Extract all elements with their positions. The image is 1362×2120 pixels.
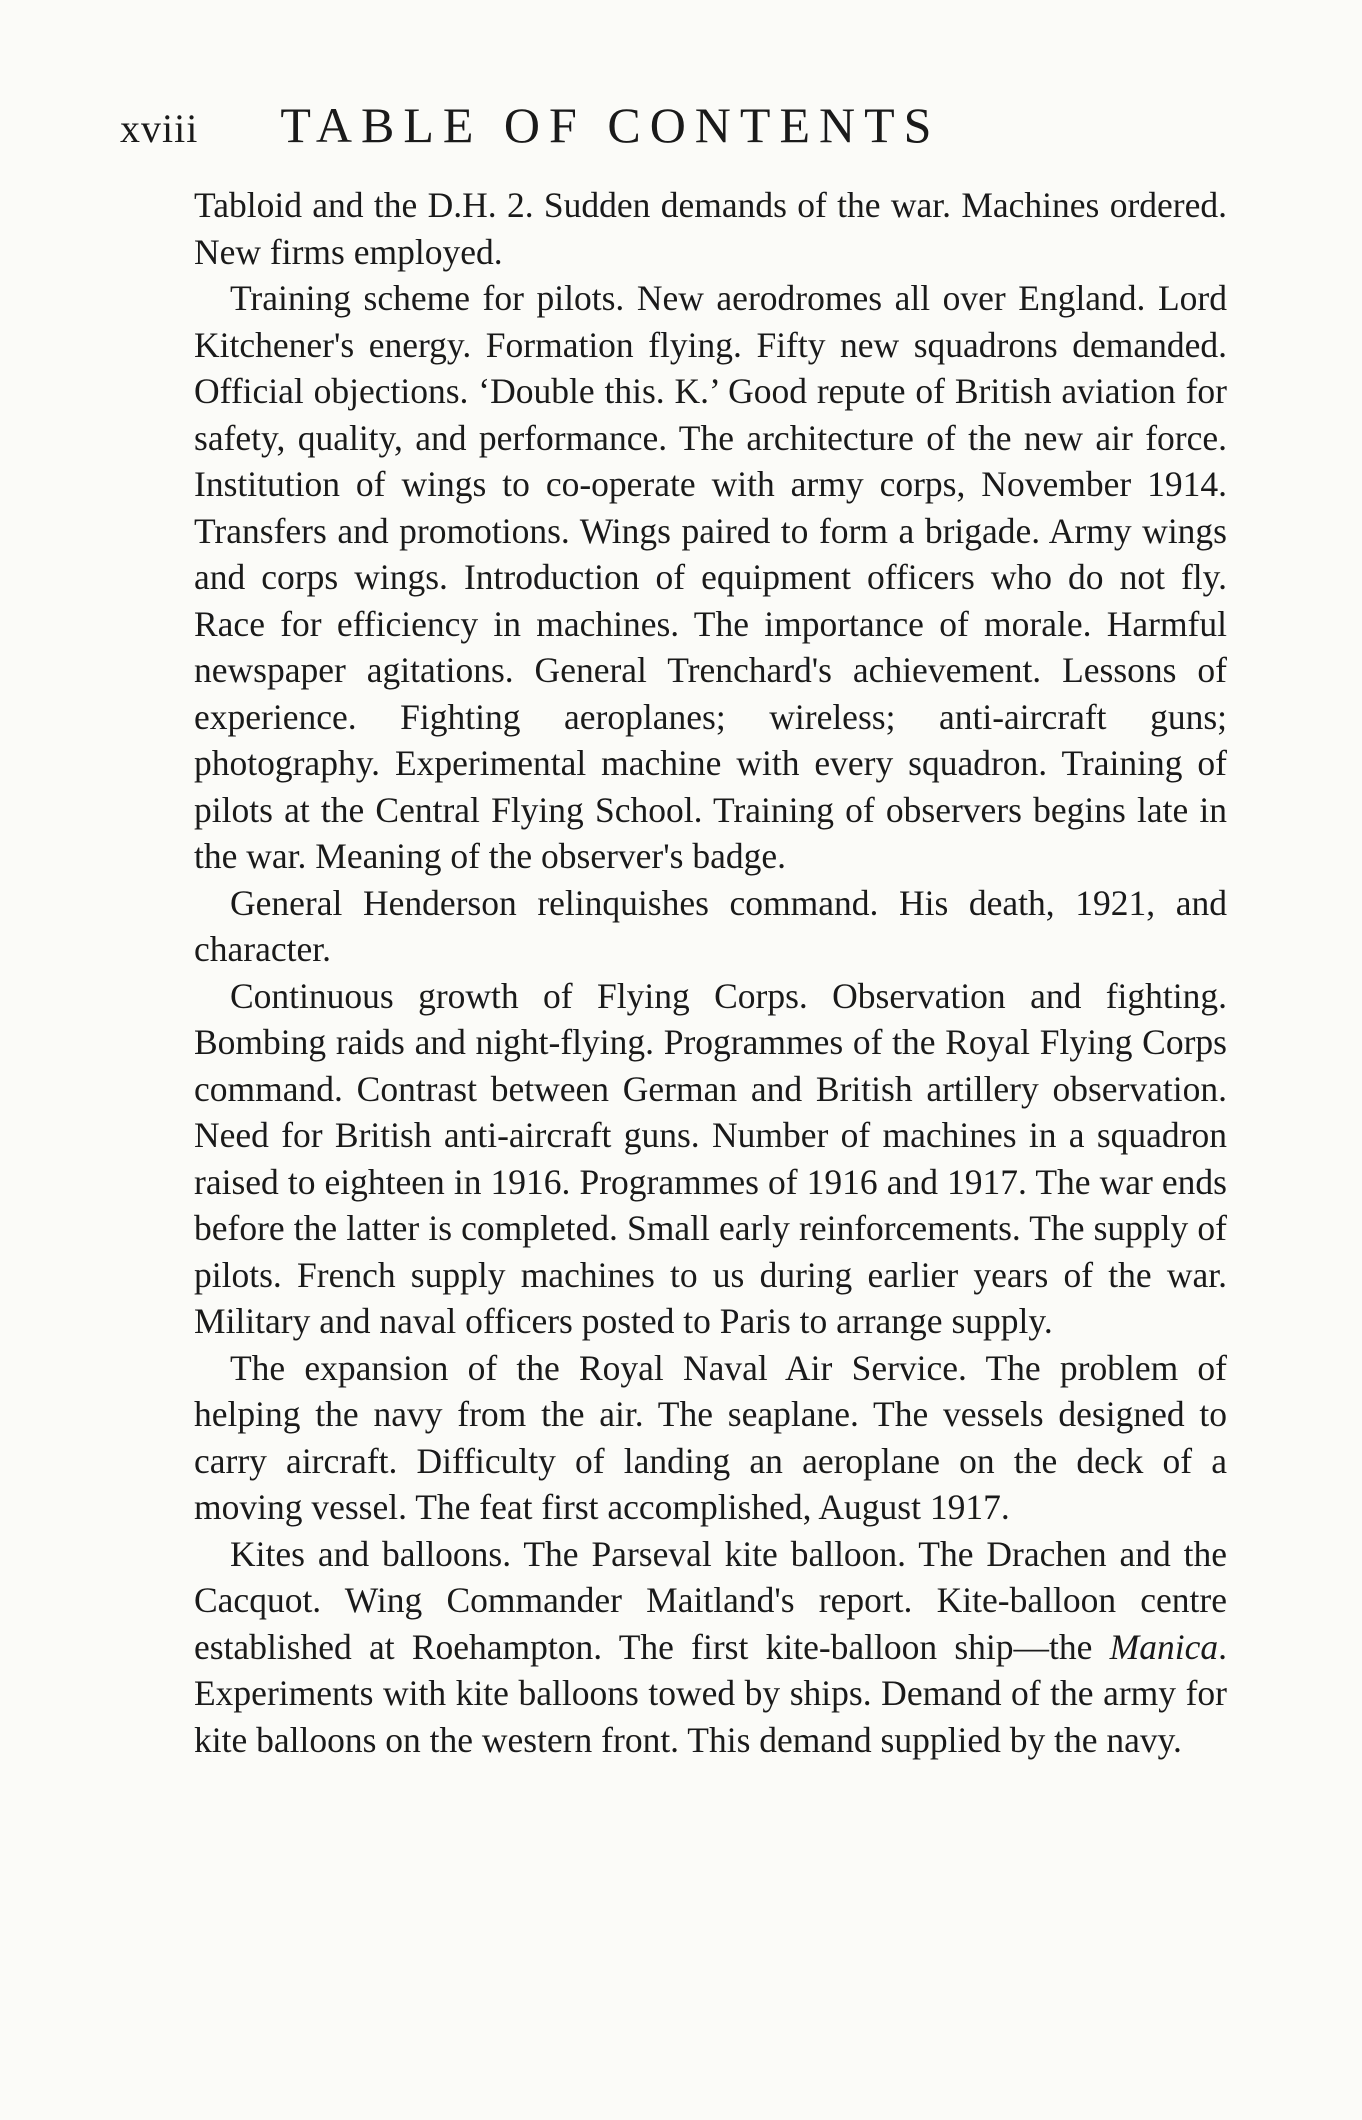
page-number: xviii <box>120 106 199 151</box>
paragraph-growth: Continuous growth of Flying Corps. Observation and fighting. Bombing raids and night-flying. Programmes of the Royal Flying Corps command. Contrast between German and British artillery observation. Need for British anti-aircraft guns. Number of machines in a squadron raised to eighteen in 1916. Programmes of 1916 and 1917. The war ends before the latter is completed. Small early reinforcements. The supply of pilots. French supply machines to us during earlier years of the war. Military and naval officers posted to Paris to arrange supply. <box>194 975 1227 1341</box>
paragraph-continued: Tabloid and the D.H. 2. Sudden demands of the war. Machines ordered. New firms employed. <box>194 185 1227 272</box>
paragraph-naval-air-service: The expansion of the Royal Naval Air Service. The problem of helping the navy from the air. The seaplane. The vessels designed to carry aircraft. Difficulty of landing an aeroplane on the deck of a moving vessel. The feat first accomplished, August 1917. <box>194 1347 1227 1527</box>
paragraph-text-after: . Experiments with kite balloons towed by ships. Demand of the army for kite balloons on the western front. This demand supplied by the navy. <box>194 1626 1227 1760</box>
paragraph-henderson: General Henderson relinquishes command. His death, 1921, and character. <box>194 882 1227 969</box>
contents-text <box>194 182 1227 1763</box>
page-title: TABLE OF CONTENTS <box>280 97 941 153</box>
running-head <box>120 96 1220 156</box>
paragraph-kites-balloons <box>194 1531 1227 1764</box>
ship-name: Manica <box>1109 1626 1219 1667</box>
paragraph-text-before: Kites and balloons. The Parseval kite balloon. The Drachen and the Cacquot. Wing Commander Maitland's report. Kite-balloon centre established at Roehampton. The first kite-balloon ship—the <box>194 1533 1227 1667</box>
paragraph-training-scheme: Training scheme for pilots. New aerodromes all over England. Lord Kitchener's energy. Formation flying. Fifty new squadrons demanded. Official objections. ‘Double this. K.’ Good repute of British aviation for safety, quality, and performance. The architecture of the new air force. Institution of wings to co-operate with army corps, November 1914. Transfers and promotions. Wings paired to form a brigade. Army wings and corps wings. Introduction of equipment officers who do not fly. Race for efficiency in machines. The importance of morale. Harmful newspaper agitations. General Trenchard's achievement. Lessons of experience. Fighting aeroplanes; wireless; anti-aircraft guns; photography. Experimental machine with every squadron. Training of pilots at the Central Flying School. Training of observers begins late in the war. Meaning of the observer's badge. <box>194 278 1227 876</box>
